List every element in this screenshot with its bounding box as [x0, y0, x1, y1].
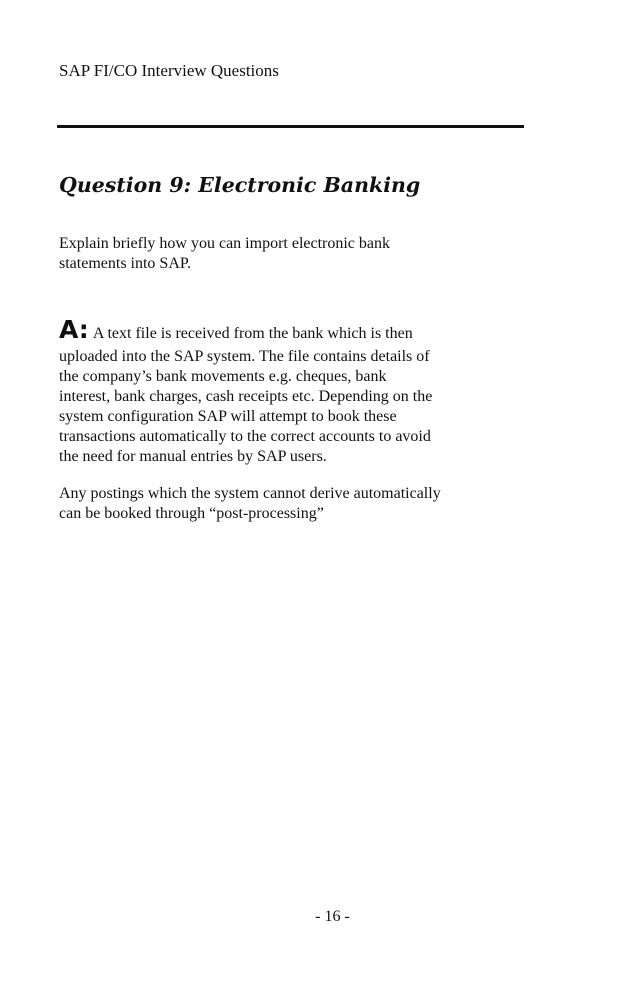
- question-title: Question 9: Electronic Banking: [59, 173, 421, 197]
- answer-lines: [59, 347, 539, 467]
- followup-line: Any postings which the system cannot derive automatically: [59, 485, 441, 502]
- running-header: SAP FI/CO Interview Questions: [59, 61, 279, 80]
- followup-paragraph: [59, 484, 539, 524]
- answer-paragraph: [59, 313, 539, 467]
- page-number: - 16 -: [315, 908, 350, 925]
- question-text-line: Explain briefly how you can import electronic bank: [59, 235, 391, 252]
- answer-line: system configuration SAP will attempt to book these: [59, 408, 397, 425]
- answer-first-line-text: A text file is received from the bank which is then: [92, 325, 413, 342]
- question-text: [59, 234, 539, 274]
- answer-line: interest, bank charges, cash receipts etc. Depending on the: [59, 388, 433, 405]
- answer-marker: A:: [59, 315, 89, 344]
- answer-line: uploaded into the SAP system. The file contains details of: [59, 348, 430, 365]
- answer-line: the company’s bank movements e.g. cheques, bank: [59, 368, 387, 385]
- answer-line: the need for manual entries by SAP users.: [59, 448, 327, 465]
- header-rule: [57, 125, 524, 128]
- followup-line: can be booked through “post-processing”: [59, 505, 324, 522]
- answer-line: transactions automatically to the correct accounts to avoid: [59, 428, 431, 445]
- question-text-line: statements into SAP.: [59, 255, 192, 272]
- answer-first-line: [59, 313, 539, 347]
